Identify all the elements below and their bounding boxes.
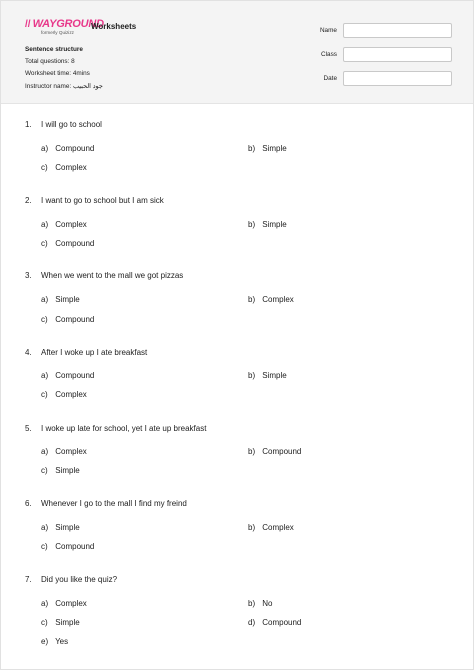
q4-option-b[interactable]: b) Simple	[248, 371, 287, 380]
q1-option-b[interactable]: b) Simple	[248, 144, 287, 153]
q4-option-c[interactable]: c) Complex	[41, 390, 87, 399]
q5-option-c[interactable]: c) Simple	[41, 466, 80, 475]
question-text: After I woke up I ate breakfast	[41, 348, 148, 357]
worksheet-header	[1, 1, 473, 104]
q1-option-a[interactable]: a) Compound	[41, 144, 95, 153]
question-number: 6.	[25, 499, 32, 508]
worksheet-meta	[25, 44, 103, 93]
q2-option-b[interactable]: b) Simple	[248, 220, 287, 229]
q5-option-a[interactable]: a) Complex	[41, 447, 87, 456]
q7-option-c[interactable]: c) Simple	[41, 618, 80, 627]
question-number: 2.	[25, 196, 32, 205]
brand-name: WAYGROUND	[32, 18, 104, 30]
q7-option-b[interactable]: b) No	[248, 599, 273, 608]
worksheet-time: Worksheet time: 4mins	[25, 70, 90, 78]
question-text: Did you like the quiz?	[41, 575, 118, 584]
wayground-logo-icon: //	[25, 18, 31, 30]
q5-option-b[interactable]: b) Compound	[248, 447, 302, 456]
instructor-name: Instructor name: جود الحبيب	[25, 82, 103, 90]
quiz-title: Sentence structure	[25, 46, 83, 53]
question-text: When we went to the mall we got pizzas	[41, 271, 184, 280]
question-number: 3.	[25, 271, 32, 280]
total-questions: Total questions: 8	[25, 58, 75, 66]
question-text: I woke up late for school, yet I ate up breakfast	[41, 424, 207, 433]
q4-option-a[interactable]: a) Compound	[41, 371, 95, 380]
q3-option-a[interactable]: a) Simple	[41, 295, 80, 304]
worksheets-title: Worksheets	[91, 22, 137, 31]
q7-option-a[interactable]: a) Complex	[41, 599, 87, 608]
q3-option-c[interactable]: c) Compound	[41, 315, 95, 324]
q7-option-e[interactable]: e) Yes	[41, 637, 69, 646]
q1-option-c[interactable]: c) Complex	[41, 163, 87, 172]
date-field[interactable]	[343, 71, 452, 86]
date-label: Date	[323, 75, 337, 82]
question-number: 5.	[25, 424, 32, 433]
name-label: Name	[319, 27, 337, 34]
class-label: Class	[321, 51, 337, 58]
q6-option-b[interactable]: b) Complex	[248, 523, 294, 532]
q6-option-a[interactable]: a) Simple	[41, 523, 80, 532]
question-number: 1.	[25, 120, 32, 129]
brand-formerly: formerly Quizizz	[41, 30, 74, 35]
question-text: Whenever I go to the mall I find my freind	[41, 499, 187, 508]
question-number: 4.	[25, 348, 32, 357]
question-number: 7.	[25, 575, 32, 584]
class-field[interactable]	[343, 47, 452, 62]
question-text: I want to go to school but I am sick	[41, 196, 164, 205]
name-field[interactable]	[343, 23, 452, 38]
q3-option-b[interactable]: b) Complex	[248, 295, 294, 304]
q2-option-a[interactable]: a) Complex	[41, 220, 87, 229]
q2-option-c[interactable]: c) Compound	[41, 239, 95, 248]
q6-option-c[interactable]: c) Compound	[41, 542, 95, 551]
q7-option-d[interactable]: d) Compound	[248, 618, 302, 627]
question-text: I will go to school	[41, 120, 102, 129]
